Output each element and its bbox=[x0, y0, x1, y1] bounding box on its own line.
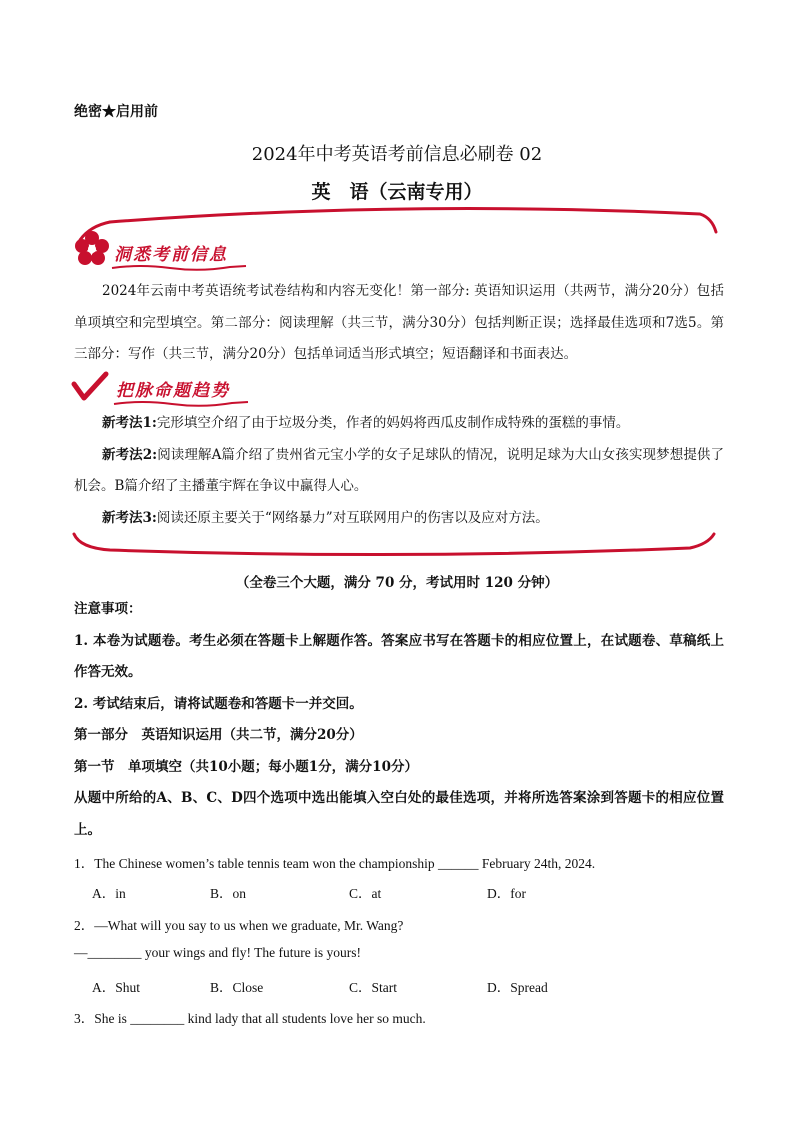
heading-underline bbox=[112, 398, 252, 408]
checkmark-icon bbox=[70, 370, 110, 404]
option-d[interactable]: D．Spread bbox=[487, 980, 548, 995]
section-heading: 第一节 单项填空（共10小题；每小题1分，满分10分） bbox=[74, 758, 418, 775]
heading-underline bbox=[110, 262, 250, 272]
notice-item: 1. 本卷为试题卷。考生必须在答题卡上解题作答。答案应书写在答题卡的相应位置上，在试题卷、草稿纸上作答无效。 bbox=[74, 632, 724, 680]
heading-trends: 把脉命题趋势 bbox=[116, 381, 230, 401]
trends-list bbox=[74, 408, 724, 534]
option-b[interactable]: B．on bbox=[210, 886, 247, 901]
question-2-stem: 2．—What will you say to us when we graduate, Mr. Wang? bbox=[74, 918, 404, 933]
heading-exam-info: 洞悉考前信息 bbox=[114, 245, 228, 265]
notice-item: 2. 考试结束后，请将试题卷和答题卡一并交回。 bbox=[74, 695, 363, 712]
option-b[interactable]: B．Close bbox=[210, 980, 264, 995]
intro-paragraph: 2024年云南中考英语统考试卷结构和内容无变化！第一部分: 英语知识运用（共两节，满分20分）包括单项填空和完型填空。第二部分：阅读理解（共三节，满分30分）包括判断正误；选择最佳选项和7选5。第三部分：写作（共三节，满分20分）包括单词适当形式填空；短语翻译和书面表达。 bbox=[74, 283, 724, 362]
trend-item: 新考法1:完形填空介绍了由于垃圾分类，作者的妈妈将西瓜皮制作成特殊的蛋糕的事情。 bbox=[102, 415, 630, 431]
question-2-stem-reply: —________ your wings and fly! The future is yours! bbox=[74, 945, 361, 960]
secret-mark: 绝密★启用前 bbox=[74, 104, 158, 120]
part-heading: 第一部分 英语知识运用（共二节，满分20分） bbox=[74, 727, 363, 743]
flower-icon bbox=[74, 230, 110, 266]
option-c[interactable]: C．Start bbox=[349, 980, 398, 995]
page-subtitle: 英 语（云南专用） bbox=[311, 181, 483, 203]
option-d[interactable]: D．for bbox=[487, 886, 526, 901]
option-c[interactable]: C．at bbox=[349, 886, 382, 901]
question-3-stem: 3．She is ________ kind lady that all students love her so much. bbox=[74, 1011, 426, 1026]
instruction: 从题中所给的A、B、C、D四个选项中选出能填入空白处的最佳选项，并将所选答案涂到答题卡的相应位置上。 bbox=[74, 790, 724, 838]
trend-item: 新考法3:阅读还原主要关于“网络暴力”对互联网用户的伤害以及应对方法。 bbox=[102, 509, 549, 526]
question-1-stem: 1．The Chinese women’s table tennis team won the championship ______ February 24th, 2024. bbox=[74, 856, 596, 871]
exam-scope: （全卷三个大题，满分 70 分，考试用时 120 分钟） bbox=[235, 575, 559, 591]
option-a[interactable]: A．Shut bbox=[92, 980, 141, 995]
option-a[interactable]: A．in bbox=[92, 886, 126, 901]
exam-notices: 注意事项： 1. 本卷为试题卷。考生必须在答题卡上解题作答。答案应书写在答题卡的相应位置上，在试题卷、草稿纸上作答无效。 2. 考试结束后，请将试题卷和答题卡一并交回。 第一部分 英语知识运用（共二节，满分20分） 第一节 单项填空（共10小题；每小题1分，满分10分） 从题中所给的A、B、C、D四个选项中选出能填入空白处的最佳选项，并将所选答案涂到答题卡的相应位置上。 bbox=[74, 594, 724, 846]
trend-item: 新考法2:阅读理解A篇介绍了贵州省元宝小学的女子足球队的情况，说明足球为大山女孩实现梦想提供了机会。B篇介绍了主播董宇辉在争议中赢得人心。 bbox=[74, 446, 724, 494]
question-2-options bbox=[74, 976, 724, 996]
page-title: 2024年中考英语考前信息必刷卷 02 bbox=[251, 144, 543, 165]
question-1-options bbox=[74, 882, 724, 902]
